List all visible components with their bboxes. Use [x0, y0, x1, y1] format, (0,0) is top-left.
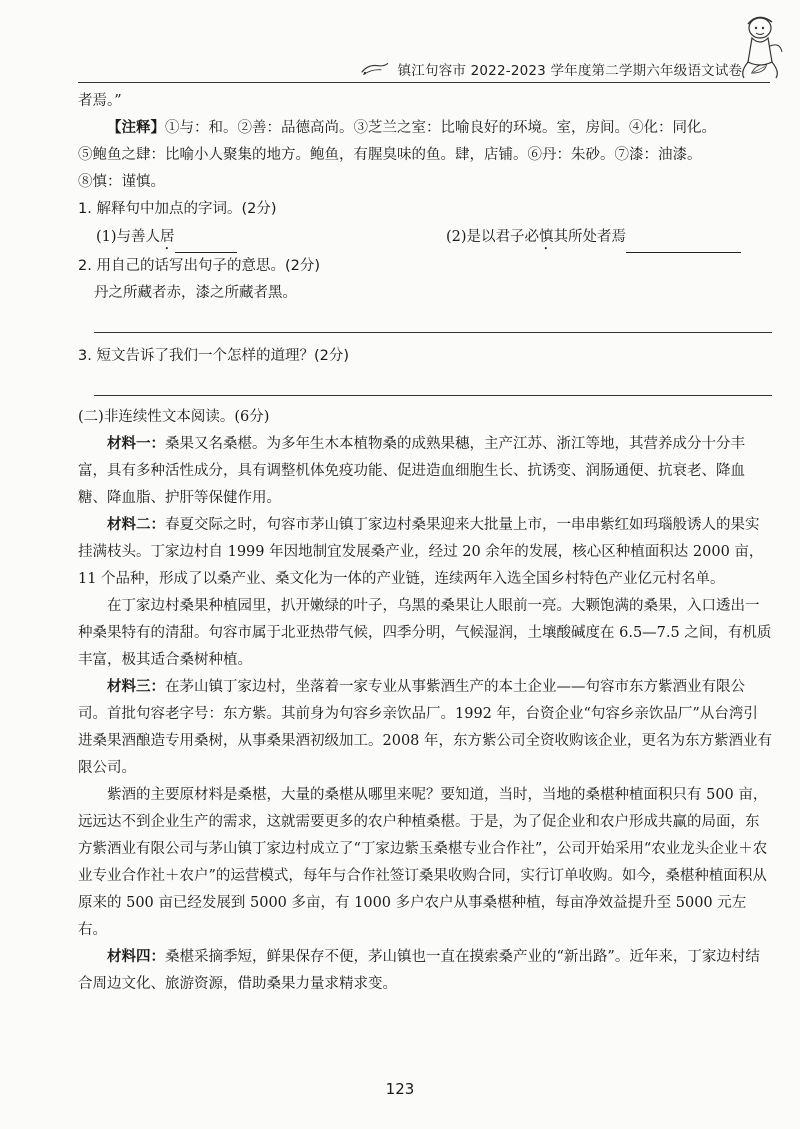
- pen-logo-icon: [360, 59, 390, 79]
- header-rule: [78, 82, 770, 83]
- section-2-heading: (二)非连续性文本阅读。(6分): [78, 409, 270, 425]
- q1-item-2-dotted: 慎: [539, 229, 554, 245]
- q1-item-1-text: (1)与善人: [96, 229, 161, 245]
- q3-answer-line[interactable]: [94, 394, 772, 396]
- classical-tail: 者焉。”: [78, 93, 122, 109]
- material-2-label: 材料二：: [107, 517, 165, 533]
- page-header: [360, 58, 770, 80]
- material-4-label: 材料四：: [107, 949, 165, 965]
- question-2: 2. 用自己的话写出句子的意思。(2分): [78, 258, 320, 274]
- material-2: [78, 512, 772, 593]
- material-2-para-2: 在丁家边村桑果种植园里，扒开嫩绿的叶子，乌黑的桑果让人眼前一亮。大颗饱满的桑果，入口透出一种桑果特有的清甜。句容市属于北亚热带气候，四季分明，气候湿润，土壤酸碱度在 6.5—7.5 之间，有机质丰富，极其适合桑树种植。: [78, 598, 772, 668]
- q1-answer-blank-2[interactable]: [626, 234, 741, 253]
- material-3: [78, 674, 772, 782]
- material-2-text: 春夏交际之时，句容市茅山镇丁家边村桑果迎来大批量上市，一串串紫红如玛瑙般诱人的果实挂满枝头。丁家边村自 1999 年因地制宜发展桑产业，经过 20 余年的发展，核心区种植面积达 2000 亩，11 个品种，形成了以桑产业、桑文化为一体的产业链，连续两年入选全国乡村特色产业亿元村名单。: [78, 517, 764, 587]
- note-line-3: ⑧慎：谨慎。: [78, 174, 165, 190]
- page-number: 123: [385, 1080, 415, 1098]
- q1-item-2: [426, 224, 741, 253]
- question-2-sentence: 丹之所藏者赤，漆之所藏者黑。: [94, 285, 297, 301]
- notes: [78, 115, 772, 142]
- note-label: 【注释】: [107, 120, 165, 136]
- q1-answer-blank-1[interactable]: [175, 234, 237, 253]
- question-1-blanks: [78, 223, 772, 253]
- page-content: [78, 88, 772, 998]
- material-3-text: 在茅山镇丁家边村，坐落着一家专业从事紫酒生产的本土企业——句容市东方紫酒业有限公司。首批句容老字号：东方紫。其前身为句容乡亲饮品厂。1992 年，台资企业“句容乡亲饮品厂”从台湾引进桑果酒酿造专用桑树，从事桑果酒初级加工。2008 年，东方紫公司全资收购该企业，更名为东方紫酒业有限公司。: [78, 679, 773, 776]
- cartoon-figure-icon: [730, 12, 786, 82]
- material-4-text: 桑椹采摘季短，鲜果保存不便，茅山镇也一直在摸索桑产业的“新出路”。近年来，丁家边村结合周边文化、旅游资源，借助桑果力量求精求变。: [78, 949, 760, 992]
- note-line-1: ①与：和。②善：品德高尚。③芝兰之室：比喻良好的环境。室，房间。④化：同化。: [165, 120, 716, 136]
- q1-item-2-tail: 其所处者焉: [553, 229, 627, 245]
- q1-item-1: [78, 224, 426, 253]
- exam-title: 镇江句容市 2022-2023 学年度第二学期六年级语文试卷: [397, 63, 743, 79]
- material-1: [78, 431, 772, 512]
- material-3-label: 材料三：: [107, 679, 165, 695]
- q2-answer-line[interactable]: [94, 331, 772, 333]
- material-1-label: 材料一：: [107, 436, 165, 452]
- question-1: 1. 解释句中加点的字词。(2分): [78, 201, 277, 217]
- q1-item-2-text: (2)是以君子必: [446, 229, 540, 245]
- material-1-text: 桑果又名桑椹。为多年生木本植物桑的成熟果穗，主产江苏、浙江等地，其营养成分十分丰富，具有多种活性成分，具有调整机体免疫功能、促进造血细胞生长、抗诱变、润肠通便、抗衰老、降血糖、降血脂、护肝等保健作用。: [78, 436, 745, 506]
- material-3-para-2: 紫酒的主要原材料是桑椹，大量的桑椹从哪里来呢？要知道，当时，当地的桑椹种植面积只有 500 亩，远远达不到企业生产的需求，这就需要更多的农户种植桑椹。于是，为了促企业和农户形成共赢的局面，东方紫酒业有限公司与茅山镇丁家边村成立了“丁家边紫玉桑椹专业合作社”，公司开始采用“农业龙头企业＋农业专业合作社＋农户”的运营模式，每年与合作社签订桑果收购合同，实行订单收购。如今，桑椹种植面积从原来的 500 亩已经发展到 5000 多亩，有 1000 多户农户从事桑椹种植，每亩净效益提升至 5000 元左右。: [78, 787, 768, 938]
- note-line-2: ⑤鲍鱼之肆：比喻小人聚集的地方。鲍鱼，有腥臭味的鱼。肆，店铺。⑥丹：朱砂。⑦漆：油漆。: [78, 147, 702, 163]
- q1-item-1-dotted: 居: [160, 229, 175, 245]
- question-3: 3. 短文告诉了我们一个怎样的道理？(2分): [78, 348, 349, 364]
- material-4: [78, 944, 772, 998]
